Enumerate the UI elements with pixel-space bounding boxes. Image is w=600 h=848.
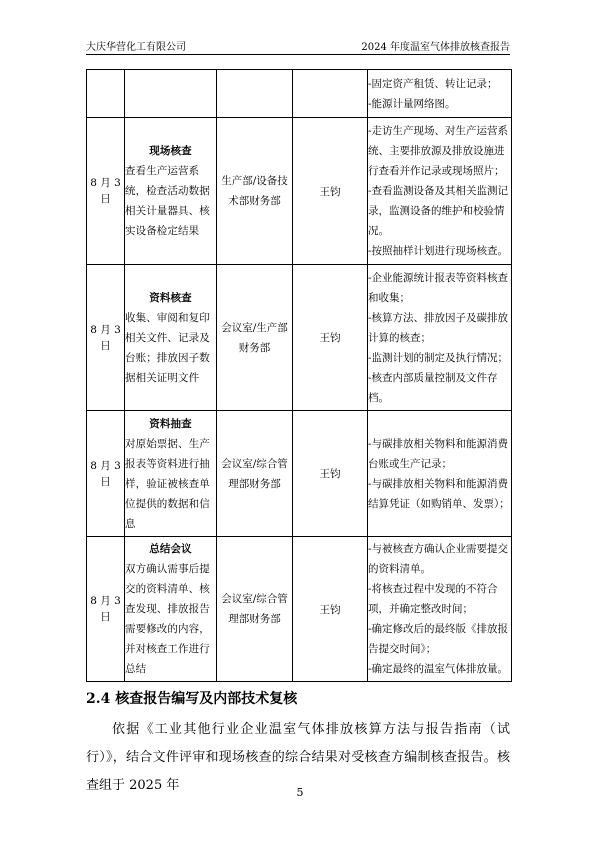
table-row bbox=[87, 118, 512, 265]
row-dept: 生产部/设备技术部财务部 bbox=[217, 118, 293, 265]
list-item: -与被核查方确认企业需要提交的资料清单。 bbox=[368, 543, 509, 575]
row-title: 总结会议 bbox=[149, 543, 192, 555]
row-person: 王钧 bbox=[293, 118, 368, 265]
table-row bbox=[87, 537, 512, 682]
row-desc: 对原始票据、生产报表等资料进行抽样，验证被核查单位提供的数据和信息 bbox=[125, 437, 210, 530]
section-heading: 2.4 核查报告编写及内部技术复核 bbox=[86, 691, 298, 707]
list-item: -企业能源统计报表等资料核查和收集； bbox=[368, 271, 509, 304]
table-row bbox=[87, 265, 512, 411]
row-title: 资料抽查 bbox=[149, 417, 192, 430]
row-date: 8 月 3 日 bbox=[87, 411, 125, 537]
row-title: 资料核查 bbox=[149, 291, 192, 304]
list-item: -与碳排放相关物料和能源消费结算凭证（如购销单、发票）； bbox=[368, 477, 510, 510]
row-dept: 会议室/综合管理部财务部 bbox=[217, 411, 293, 537]
list-item: -与碳排放相关物料和能源消费台账或生产记录； bbox=[368, 437, 509, 470]
list-item: -确定最终的温室气体排放量。 bbox=[368, 663, 509, 675]
row-desc: 收集、审阅和复印相关文件、记录及台账；排放因子数据相关证明文件 bbox=[125, 311, 210, 384]
header-report-title: 2024 年度温室气体排放核查报告 bbox=[361, 42, 510, 53]
row-desc: 双方确认需事后提交的资料清单、核查发现、排放报告需要修改的内容，并对核查工作进行总结 bbox=[125, 563, 210, 675]
list-item: -能源计量网络图。 bbox=[368, 97, 456, 110]
list-item: -固定资产租赁、转让记录； bbox=[368, 77, 498, 90]
list-item: -将核查过程中发现的不符合项，并确定整改时间； bbox=[368, 583, 498, 615]
schedule-table bbox=[86, 69, 512, 682]
row-title: 现场核查 bbox=[149, 145, 192, 157]
list-item: -核查内部质量控制及文件存档。 bbox=[368, 371, 498, 404]
list-item: -查看监测设备及其相关监测记录，监测设备的维护和校验情况。 bbox=[368, 185, 509, 237]
page-header bbox=[86, 34, 510, 55]
row-person: 王钧 bbox=[293, 411, 368, 537]
row-items bbox=[368, 411, 512, 537]
row-person: 王钧 bbox=[293, 265, 368, 411]
row-items bbox=[368, 118, 512, 265]
row-date: 8 月 3 日 bbox=[87, 118, 125, 265]
list-item: -走访生产现场、对生产运营系统、主要排放源及排放设施进行查看并作记录或现场照片； bbox=[368, 125, 509, 177]
list-item: -确定修改后的最终版《排放报告提交时间》； bbox=[368, 623, 509, 655]
table-row bbox=[87, 70, 512, 118]
row-dept: 会议室/综合管理部财务部 bbox=[217, 537, 293, 682]
row-desc: 查看生产运营系统，检查活动数据相关计量器具、核实设备检定结果 bbox=[125, 165, 210, 237]
list-item: -按照抽样计划进行现场核查。 bbox=[368, 245, 509, 257]
row-dept: 会议室/生产部财务部 bbox=[217, 265, 293, 411]
list-item: -监测计划的制定及执行情况； bbox=[368, 351, 509, 364]
table-row bbox=[87, 411, 512, 537]
body-paragraph: 依据《工业其他行业企业温室气体排放核算方法与报告指南（试行）》，结合文件评审和现场核查的综合结果对受核查方编制核查报告。核查组于 2025 年 bbox=[86, 722, 510, 793]
page-number: 5 bbox=[296, 786, 304, 799]
row-date: 8 月 3 日 bbox=[87, 537, 125, 682]
list-item: -核算方法、排放因子及碳排放计算的核查； bbox=[368, 311, 509, 344]
row-items bbox=[368, 265, 512, 411]
row-items bbox=[368, 537, 512, 682]
row-date: 8 月 3 日 bbox=[87, 265, 125, 411]
row-items bbox=[368, 70, 512, 118]
header-company: 大庆华营化工有限公司 bbox=[86, 42, 186, 53]
row-person: 王钧 bbox=[293, 537, 368, 682]
